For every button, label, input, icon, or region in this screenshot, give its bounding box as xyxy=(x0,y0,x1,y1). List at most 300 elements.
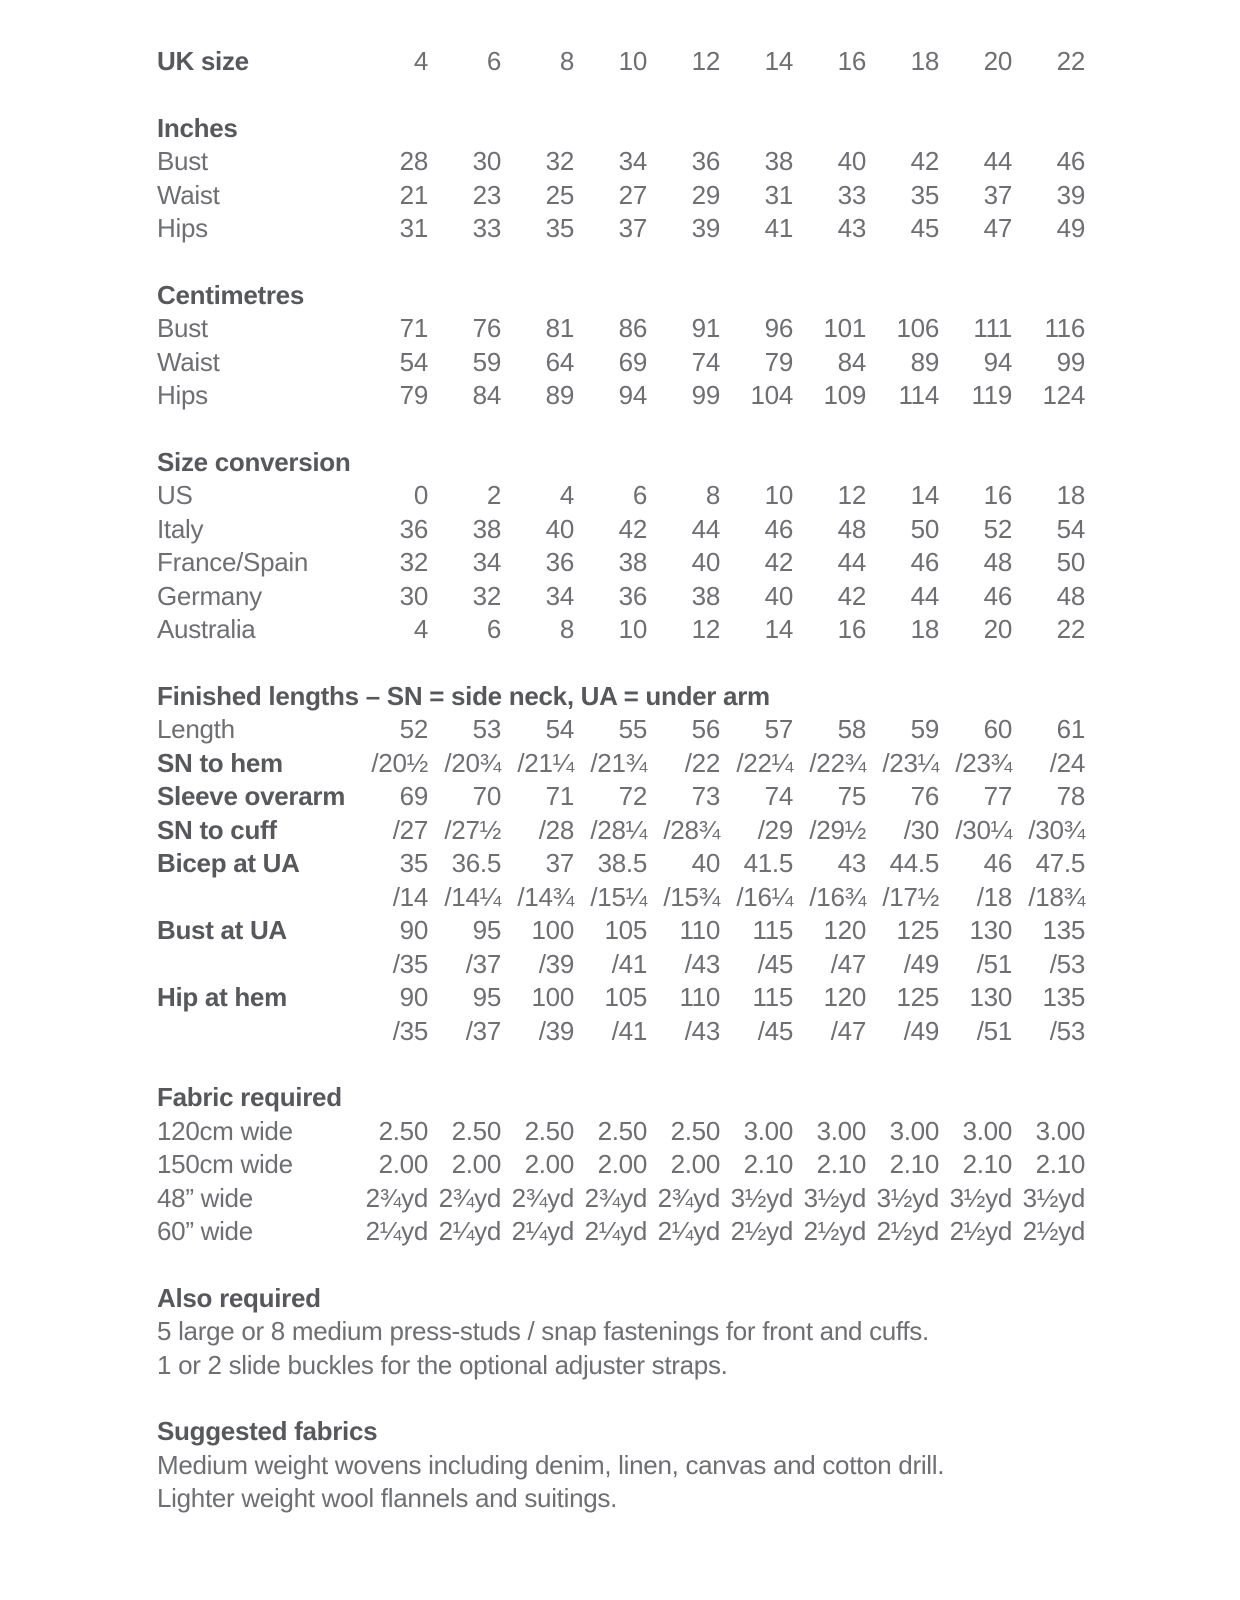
table-cell: 2½yd xyxy=(1022,1216,1085,1246)
table-cell: 4 xyxy=(413,46,428,76)
table-cell: 116 xyxy=(1044,313,1085,343)
table-cell: 20 xyxy=(983,46,1012,76)
table-cell: 29 xyxy=(691,179,720,210)
table-row xyxy=(157,45,1085,79)
table-cell: 53 xyxy=(472,714,501,744)
table-cell: 2¾yd xyxy=(438,1182,501,1213)
table-row xyxy=(157,145,1085,179)
table-cell: 135 xyxy=(1042,915,1085,945)
table-cell: 105 xyxy=(604,915,647,945)
table-cell: 43 xyxy=(837,848,866,878)
table-cell: 115 xyxy=(752,915,793,945)
row-label xyxy=(157,1015,355,1049)
table-cell: 47 xyxy=(983,213,1012,243)
table-cell: /20¾ xyxy=(444,747,501,778)
table-cell: 2¾yd xyxy=(657,1182,720,1213)
table-cell: /30¼ xyxy=(955,814,1012,845)
table-cell: 4 xyxy=(559,480,574,510)
table-row xyxy=(157,780,1085,814)
table-cell: 81 xyxy=(545,313,574,343)
table-cell: 34 xyxy=(618,146,647,176)
table-cell: 61 xyxy=(1056,714,1085,744)
table-cell: /15¼ xyxy=(590,881,647,912)
table-row xyxy=(157,747,1085,781)
table-cell: 50 xyxy=(1056,547,1085,577)
table-cell: 50 xyxy=(910,513,939,544)
row-label: Italy xyxy=(157,513,204,544)
table-cell: 69 xyxy=(618,346,647,377)
table-cell: 71 xyxy=(399,313,428,343)
table-cell: /23¾ xyxy=(955,747,1012,778)
section-finished-lengths xyxy=(157,680,1085,1049)
table-cell: 16 xyxy=(983,480,1012,510)
table-cell: 130 xyxy=(969,915,1012,945)
table-cell: /14¾ xyxy=(517,881,574,912)
table-cell: 86 xyxy=(618,313,647,343)
table-cell: 99 xyxy=(691,380,720,410)
table-cell: 135 xyxy=(1042,982,1085,1012)
table-cell: 3½yd xyxy=(803,1182,866,1213)
table-cell: 104 xyxy=(750,380,793,410)
row-label: Hips xyxy=(157,213,208,243)
table-cell: 39 xyxy=(1056,179,1085,210)
table-cell: 58 xyxy=(837,714,866,744)
table-cell: 32 xyxy=(472,580,501,611)
table-cell: 77 xyxy=(983,781,1012,811)
table-cell: /47 xyxy=(830,948,866,979)
table-cell: 42 xyxy=(837,580,866,611)
table-cell: /51 xyxy=(976,948,1012,979)
table-cell: 22 xyxy=(1056,46,1085,76)
table-cell: /45 xyxy=(757,948,793,979)
table-cell: /21¼ xyxy=(517,747,574,778)
table-cell: /29½ xyxy=(809,814,866,845)
table-cell: 64 xyxy=(545,346,574,377)
table-row xyxy=(157,212,1085,246)
table-cell: 35 xyxy=(399,848,428,878)
table-cell: 4 xyxy=(413,614,428,644)
table-cell: 44 xyxy=(837,547,866,577)
table-cell: 6 xyxy=(632,480,647,510)
table-cell: /53 xyxy=(1049,1015,1085,1046)
table-cell: /16¾ xyxy=(809,881,866,912)
table-cell: 37 xyxy=(618,213,647,243)
table-row xyxy=(157,1182,1085,1216)
row-label: SN to hem xyxy=(157,747,283,778)
table-cell: 2.10 xyxy=(816,1149,866,1179)
table-cell: /15¾ xyxy=(663,881,720,912)
suggested-fabrics-title: Suggested fabrics xyxy=(157,1416,378,1446)
table-cell: 2½yd xyxy=(730,1216,793,1246)
table-cell: 3.00 xyxy=(743,1115,793,1146)
table-cell: 54 xyxy=(1056,513,1085,544)
table-cell: 18 xyxy=(1056,480,1085,510)
table-cell: 38 xyxy=(618,547,647,577)
table-cell: /20½ xyxy=(371,747,428,778)
row-label: 60” wide xyxy=(157,1216,253,1246)
table-cell: /14 xyxy=(392,881,428,912)
table-cell: 90 xyxy=(399,915,428,945)
table-row xyxy=(157,312,1085,346)
table-cell: 3.00 xyxy=(962,1115,1012,1146)
table-cell: 125 xyxy=(896,915,939,945)
table-cell: 46 xyxy=(910,547,939,577)
table-row xyxy=(157,881,1085,915)
table-row xyxy=(157,479,1085,513)
fabric-required-title: Fabric required xyxy=(157,1082,342,1112)
table-cell: 40 xyxy=(837,146,866,176)
table-cell: 2.00 xyxy=(524,1149,574,1179)
row-label: Waist xyxy=(157,346,220,377)
table-cell: 2¼yd xyxy=(438,1216,501,1246)
table-row xyxy=(157,1148,1085,1182)
table-cell: 12 xyxy=(837,480,866,510)
table-cell: 3.00 xyxy=(1035,1115,1085,1146)
table-cell: 40 xyxy=(545,513,574,544)
table-cell: 44.5 xyxy=(889,848,939,878)
table-cell: /39 xyxy=(538,1015,574,1046)
table-cell: 48 xyxy=(1056,580,1085,611)
table-row xyxy=(157,847,1085,881)
table-cell: 23 xyxy=(472,179,501,210)
table-cell: /41 xyxy=(611,1015,647,1046)
table-cell: 130 xyxy=(969,982,1012,1012)
table-cell: 55 xyxy=(618,714,647,744)
table-cell: 120 xyxy=(823,915,866,945)
table-cell: 35 xyxy=(545,213,574,243)
table-cell: 52 xyxy=(399,714,428,744)
finished-lengths-table xyxy=(157,713,1085,1048)
uk-size-rows xyxy=(157,45,1085,79)
table-cell: /53 xyxy=(1049,948,1085,979)
table-cell: 8 xyxy=(559,46,574,76)
table-row xyxy=(157,1015,1085,1049)
table-cell: 46 xyxy=(764,513,793,544)
table-cell: 44 xyxy=(691,513,720,544)
table-cell: 25 xyxy=(545,179,574,210)
table-cell: /35 xyxy=(392,948,428,979)
finished-lengths-rows xyxy=(157,713,1085,1048)
table-cell: /14¼ xyxy=(444,881,501,912)
table-cell: 27 xyxy=(618,179,647,210)
also-required-line: 5 large or 8 medium press-studs / snap fastenings for front and cuffs. xyxy=(157,1316,929,1346)
table-cell: 36 xyxy=(691,146,720,176)
table-cell: /51 xyxy=(976,1015,1012,1046)
table-cell: 2.10 xyxy=(962,1149,1012,1179)
table-cell: 8 xyxy=(705,480,720,510)
table-cell: 2.10 xyxy=(889,1149,939,1179)
table-cell: 6 xyxy=(486,46,501,76)
table-cell: 41 xyxy=(764,213,793,243)
table-cell: 38.5 xyxy=(597,848,647,878)
table-cell: 31 xyxy=(764,179,793,210)
table-cell: 89 xyxy=(545,380,574,410)
suggested-fabrics-line: Medium weight wovens including denim, linen, canvas and cotton drill. xyxy=(157,1449,945,1480)
table-cell: 30 xyxy=(472,146,501,176)
table-cell: 34 xyxy=(472,547,501,577)
table-row xyxy=(157,513,1085,547)
table-cell: 47.5 xyxy=(1035,848,1085,878)
table-cell: 10 xyxy=(618,614,647,644)
table-cell: 10 xyxy=(618,46,647,76)
row-label: France/Spain xyxy=(157,547,309,577)
table-cell: 71 xyxy=(545,781,574,811)
size-conversion-rows xyxy=(157,479,1085,647)
section-uk-size xyxy=(157,45,1085,79)
table-cell: 12 xyxy=(691,46,720,76)
table-cell: 40 xyxy=(691,547,720,577)
table-row xyxy=(157,613,1085,647)
table-cell: 76 xyxy=(910,781,939,811)
table-cell: 35 xyxy=(910,179,939,210)
table-cell: 44 xyxy=(910,580,939,611)
table-cell: 2.00 xyxy=(378,1149,428,1179)
table-cell: 3½yd xyxy=(730,1182,793,1213)
table-cell: /27½ xyxy=(444,814,501,845)
table-cell: 36 xyxy=(399,513,428,544)
table-cell: 18 xyxy=(910,46,939,76)
suggested-fabrics-line: Lighter weight wool flannels and suitings. xyxy=(157,1483,618,1513)
table-cell: 90 xyxy=(399,982,428,1012)
row-label: Waist xyxy=(157,179,220,210)
centimetres-title: Centimetres xyxy=(157,279,304,310)
row-label: 150cm wide xyxy=(157,1149,293,1179)
table-cell: 45 xyxy=(910,213,939,243)
table-cell: 100 xyxy=(531,915,574,945)
table-cell: 38 xyxy=(764,146,793,176)
table-cell: 72 xyxy=(618,781,647,811)
size-conversion-table xyxy=(157,479,1085,647)
table-cell: 3½yd xyxy=(949,1182,1012,1213)
table-cell: 74 xyxy=(691,346,720,377)
table-cell: 31 xyxy=(399,213,428,243)
table-cell: 115 xyxy=(752,982,793,1012)
table-row xyxy=(157,948,1085,982)
table-cell: /27 xyxy=(392,814,428,845)
row-label: Bicep at UA xyxy=(157,848,300,878)
table-cell: 14 xyxy=(764,46,793,76)
table-cell: 32 xyxy=(399,547,428,577)
row-label xyxy=(157,881,355,915)
table-cell: /22¾ xyxy=(809,747,866,778)
table-cell: 106 xyxy=(896,313,939,343)
table-cell: 41.5 xyxy=(743,848,793,878)
table-cell: 2½yd xyxy=(803,1216,866,1246)
table-cell: /21¾ xyxy=(590,747,647,778)
table-row xyxy=(157,914,1085,948)
table-cell: 69 xyxy=(399,781,428,811)
table-cell: 94 xyxy=(618,380,647,410)
row-label: Bust xyxy=(157,146,208,176)
table-cell: 16 xyxy=(837,614,866,644)
table-cell: 109 xyxy=(823,380,866,410)
table-cell: 10 xyxy=(764,480,793,510)
table-cell: /39 xyxy=(538,948,574,979)
table-row xyxy=(157,179,1085,213)
inches-title: Inches xyxy=(157,112,238,143)
table-cell: 99 xyxy=(1056,346,1085,377)
table-cell: 2.50 xyxy=(524,1115,574,1146)
row-label xyxy=(157,948,355,982)
table-cell: /23¼ xyxy=(882,747,939,778)
table-cell: 33 xyxy=(837,179,866,210)
table-cell: 60 xyxy=(983,714,1012,744)
row-label: Bust at UA xyxy=(157,915,287,945)
table-cell: /28 xyxy=(538,814,574,845)
also-required-title: Also required xyxy=(157,1282,321,1313)
table-cell: 2.10 xyxy=(743,1149,793,1179)
table-row xyxy=(157,981,1085,1015)
table-cell: 21 xyxy=(399,179,428,210)
table-cell: 42 xyxy=(910,146,939,176)
table-cell: 2.00 xyxy=(670,1149,720,1179)
table-cell: 46 xyxy=(983,848,1012,878)
also-required-line: 1 or 2 slide buckles for the optional adjuster straps. xyxy=(157,1349,728,1380)
table-cell: 57 xyxy=(764,714,793,744)
table-cell: 3.00 xyxy=(889,1115,939,1146)
table-cell: 0 xyxy=(413,480,428,510)
table-cell: 18 xyxy=(910,614,939,644)
table-cell: 76 xyxy=(472,313,501,343)
table-cell: 8 xyxy=(559,614,574,644)
table-cell: 74 xyxy=(764,781,793,811)
table-cell: 2.50 xyxy=(451,1115,501,1146)
table-cell: 46 xyxy=(983,580,1012,611)
table-cell: 2.00 xyxy=(597,1149,647,1179)
table-cell: 96 xyxy=(764,313,793,343)
table-cell: 20 xyxy=(983,614,1012,644)
table-cell: /43 xyxy=(684,1015,720,1046)
table-cell: 2¾yd xyxy=(365,1182,428,1213)
table-cell: /22 xyxy=(684,747,720,778)
section-inches xyxy=(157,112,1085,246)
table-cell: /30¾ xyxy=(1028,814,1085,845)
table-cell: 40 xyxy=(691,848,720,878)
table-row xyxy=(157,713,1085,747)
fabric-required-table xyxy=(157,1115,1085,1249)
table-cell: 37 xyxy=(545,848,574,878)
table-cell: 2¼yd xyxy=(584,1216,647,1246)
table-cell: 114 xyxy=(898,380,939,410)
table-cell: 89 xyxy=(910,346,939,377)
size-conversion-title: Size conversion xyxy=(157,446,351,477)
row-label: 48” wide xyxy=(157,1182,253,1213)
section-size-conversion xyxy=(157,446,1085,647)
table-row xyxy=(157,346,1085,380)
table-cell: /43 xyxy=(684,948,720,979)
table-row xyxy=(157,1215,1085,1249)
table-cell: 120 xyxy=(823,982,866,1012)
table-cell: 79 xyxy=(399,380,428,410)
table-row xyxy=(157,580,1085,614)
table-cell: 22 xyxy=(1056,614,1085,644)
table-cell: 2½yd xyxy=(949,1216,1012,1246)
table-row xyxy=(157,814,1085,848)
table-cell: 101 xyxy=(823,313,866,343)
table-cell: 36 xyxy=(545,547,574,577)
table-cell: /24 xyxy=(1049,747,1085,778)
table-cell: 2 xyxy=(486,480,501,510)
table-cell: /28¾ xyxy=(663,814,720,845)
table-cell: /18¾ xyxy=(1028,881,1085,912)
row-label: Length xyxy=(157,714,235,744)
table-cell: 91 xyxy=(691,313,720,343)
table-cell: 100 xyxy=(531,982,574,1012)
table-cell: 125 xyxy=(896,982,939,1012)
row-label: Australia xyxy=(157,614,256,644)
table-cell: /17½ xyxy=(882,881,939,912)
table-row xyxy=(157,1115,1085,1149)
centimetres-table xyxy=(157,312,1085,413)
table-cell: 59 xyxy=(910,714,939,744)
table-cell: /41 xyxy=(611,948,647,979)
section-centimetres xyxy=(157,279,1085,413)
table-cell: 46 xyxy=(1056,146,1085,176)
table-cell: 95 xyxy=(472,982,501,1012)
table-cell: 78 xyxy=(1056,781,1085,811)
table-cell: 36.5 xyxy=(451,848,501,878)
table-cell: 2½yd xyxy=(876,1216,939,1246)
table-cell: 3½yd xyxy=(1022,1182,1085,1213)
table-cell: 42 xyxy=(764,547,793,577)
row-label: Hip at hem xyxy=(157,982,287,1012)
section-fabric-required xyxy=(157,1081,1085,1249)
table-cell: 3.00 xyxy=(816,1115,866,1146)
table-cell: 84 xyxy=(837,346,866,377)
table-cell: 40 xyxy=(764,580,793,611)
uk-size-table xyxy=(157,45,1085,79)
centimetres-rows xyxy=(157,312,1085,413)
row-label: Bust xyxy=(157,313,208,343)
table-cell: 2.50 xyxy=(670,1115,720,1146)
table-cell: 75 xyxy=(837,781,866,811)
table-cell: 49 xyxy=(1056,213,1085,243)
table-cell: /49 xyxy=(903,948,939,979)
table-cell: /45 xyxy=(757,1015,793,1046)
table-row xyxy=(157,379,1085,413)
table-cell: 38 xyxy=(472,513,501,544)
table-cell: 38 xyxy=(691,580,720,611)
table-cell: /16¼ xyxy=(736,881,793,912)
table-cell: 33 xyxy=(472,213,501,243)
table-cell: 3½yd xyxy=(876,1182,939,1213)
table-cell: 105 xyxy=(604,982,647,1012)
table-cell: 48 xyxy=(837,513,866,544)
table-cell: 2.50 xyxy=(378,1115,428,1146)
table-cell: 32 xyxy=(545,146,574,176)
table-cell: 2.00 xyxy=(451,1149,501,1179)
row-label: Germany xyxy=(157,580,262,611)
section-also-required xyxy=(157,1282,1085,1383)
table-cell: 110 xyxy=(679,982,720,1012)
table-cell: /30 xyxy=(903,814,939,845)
table-cell: 12 xyxy=(691,614,720,644)
table-cell: 119 xyxy=(971,380,1012,410)
table-cell: 36 xyxy=(618,580,647,611)
table-cell: 54 xyxy=(399,346,428,377)
table-cell: 54 xyxy=(545,714,574,744)
table-cell: 2¼yd xyxy=(657,1216,720,1246)
table-row xyxy=(157,546,1085,580)
table-cell: /22¼ xyxy=(736,747,793,778)
row-label: US xyxy=(157,480,193,510)
table-cell: 2.10 xyxy=(1035,1149,1085,1179)
table-cell: /35 xyxy=(392,1015,428,1046)
table-cell: /37 xyxy=(465,948,501,979)
inches-rows xyxy=(157,145,1085,246)
table-cell: 48 xyxy=(983,547,1012,577)
table-cell: 2¼yd xyxy=(511,1216,574,1246)
